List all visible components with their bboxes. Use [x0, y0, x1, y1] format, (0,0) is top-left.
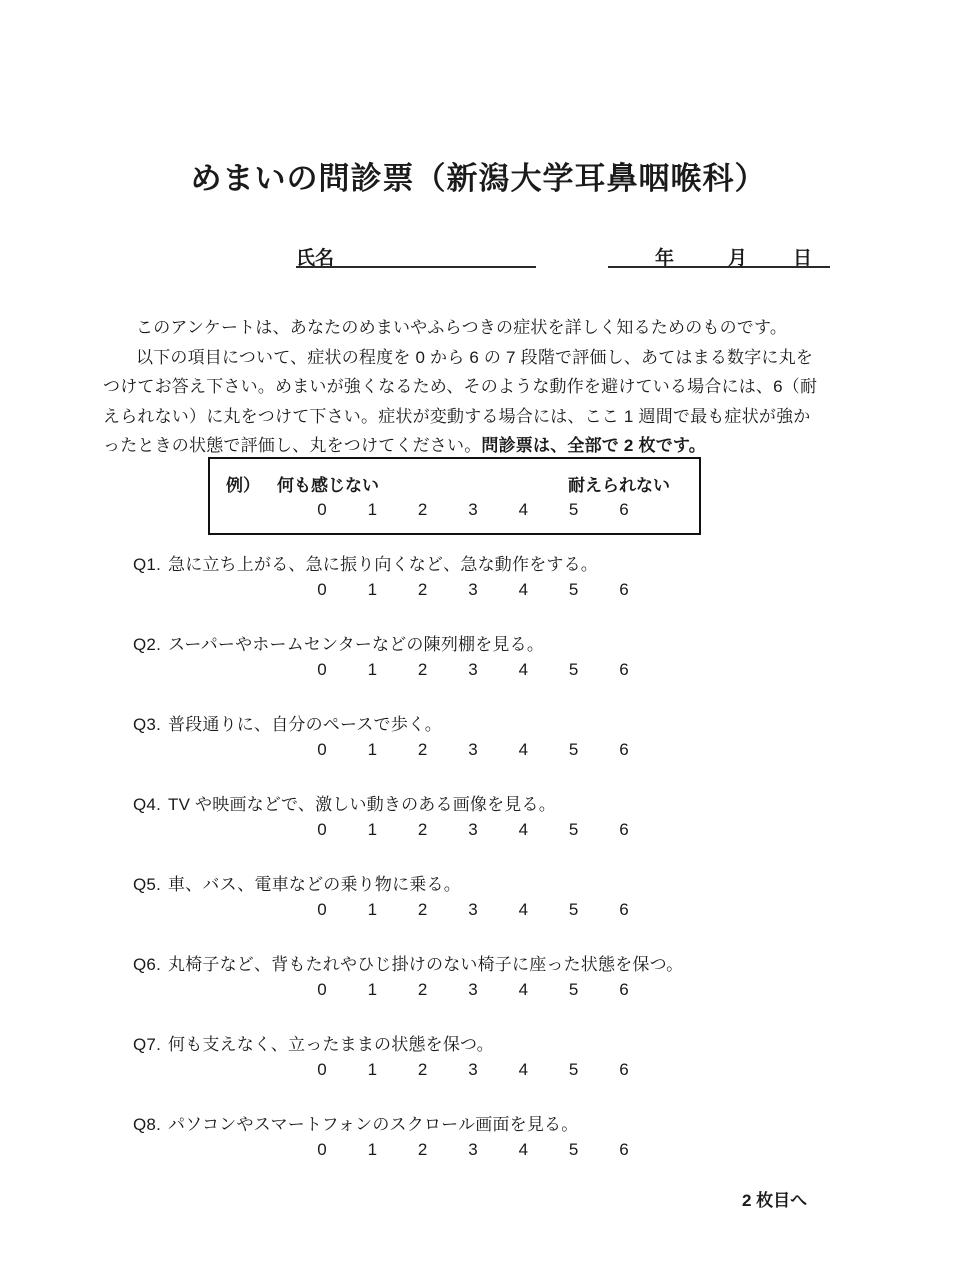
question-2-text: スーパーやホームセンターなどの陳列棚を見る。	[168, 635, 545, 654]
q5-scale-option-5[interactable]: 5	[568, 900, 579, 919]
q3-scale-option-6[interactable]: 6	[619, 740, 629, 759]
q2-scale-option-0[interactable]: 0	[317, 660, 327, 679]
q8-scale-option-3[interactable]: 3	[468, 1140, 478, 1159]
q2-scale-option-2[interactable]: 2	[417, 660, 428, 679]
intro-line-2: 以下の項目について、症状の程度を 0 から 6 の 7 段階で評価し、あてはまる数字に丸を	[136, 348, 814, 367]
q8-scale-option-4[interactable]: 4	[518, 1140, 529, 1159]
q7-scale-option-0[interactable]: 0	[317, 1060, 327, 1079]
q8-scale-option-5[interactable]: 5	[568, 1140, 579, 1159]
q4-scale-option-6[interactable]: 6	[619, 820, 629, 839]
question-5-id: Q5.	[133, 875, 162, 894]
q7-scale-option-2[interactable]: 2	[417, 1060, 428, 1079]
question-7-text: 何も支えなく、立ったままの状態を保つ。	[168, 1035, 494, 1054]
q4-scale-option-0[interactable]: 0	[317, 820, 327, 839]
q3-scale-option-5[interactable]: 5	[568, 740, 579, 759]
q3-scale-option-2[interactable]: 2	[417, 740, 428, 759]
q5-scale-option-6[interactable]: 6	[619, 900, 629, 919]
question-5	[133, 870, 461, 895]
question-3-scale-row	[312, 740, 634, 760]
question-7-scale-row	[312, 1060, 634, 1080]
q1-scale-option-4[interactable]: 4	[518, 580, 529, 599]
q1-scale-option-3[interactable]: 3	[468, 580, 478, 599]
question-5-text: 車、バス、電車などの乗り物に乗る。	[168, 875, 461, 894]
q8-scale-option-2[interactable]: 2	[417, 1140, 428, 1159]
month-label: 月	[728, 248, 748, 269]
q3-scale-option-3[interactable]: 3	[468, 740, 478, 759]
q2-scale-option-1[interactable]: 1	[367, 660, 378, 679]
q1-scale-option-1[interactable]: 1	[367, 580, 378, 599]
example-min-anchor: 何も感じない	[277, 476, 379, 495]
example-scale-option-4[interactable]: 4	[518, 500, 529, 519]
q5-scale-option-3[interactable]: 3	[468, 900, 478, 919]
question-6	[133, 950, 683, 975]
q6-scale-option-1[interactable]: 1	[367, 980, 378, 999]
question-7-id: Q7.	[133, 1035, 162, 1054]
example-label: 例）	[226, 476, 260, 495]
intro-line-5-text: ったときの状態で評価し、丸をつけてください。	[103, 436, 482, 455]
question-3-id: Q3.	[133, 715, 162, 734]
q4-scale-option-3[interactable]: 3	[468, 820, 478, 839]
q6-scale-option-2[interactable]: 2	[417, 980, 428, 999]
q1-scale-option-0[interactable]: 0	[317, 580, 327, 599]
question-8-id: Q8.	[133, 1115, 162, 1134]
q2-scale-option-4[interactable]: 4	[518, 660, 529, 679]
question-7	[133, 1030, 494, 1055]
q2-scale-option-5[interactable]: 5	[568, 660, 579, 679]
example-scale-option-1[interactable]: 1	[367, 500, 378, 519]
intro-line-3: つけてお答え下さい。めまいが強くなるため、そのような動作を避けている場合には、6（耐	[103, 377, 818, 396]
question-2	[133, 630, 544, 655]
q5-scale-option-4[interactable]: 4	[518, 900, 529, 919]
q6-scale-option-4[interactable]: 4	[518, 980, 529, 999]
q6-scale-option-3[interactable]: 3	[468, 980, 478, 999]
question-5-scale-row	[312, 900, 634, 920]
q5-scale-option-1[interactable]: 1	[367, 900, 378, 919]
example-scale-option-3[interactable]: 3	[468, 500, 478, 519]
q1-scale-option-6[interactable]: 6	[619, 580, 629, 599]
q8-scale-option-1[interactable]: 1	[367, 1140, 378, 1159]
question-1-id: Q1.	[133, 555, 162, 574]
question-2-scale-row	[312, 660, 634, 680]
q5-scale-option-2[interactable]: 2	[417, 900, 428, 919]
q8-scale-option-6[interactable]: 6	[619, 1140, 629, 1159]
question-8	[133, 1110, 578, 1135]
example-box	[208, 457, 701, 535]
question-4-scale-row	[312, 820, 634, 840]
q2-scale-option-3[interactable]: 3	[468, 660, 478, 679]
example-scale-row	[312, 500, 634, 520]
q3-scale-option-4[interactable]: 4	[518, 740, 529, 759]
example-max-anchor: 耐えられない	[568, 476, 670, 495]
q4-scale-option-1[interactable]: 1	[367, 820, 378, 839]
question-3	[133, 710, 442, 735]
name-input-line[interactable]	[296, 266, 536, 268]
example-scale-option-2[interactable]: 2	[417, 500, 428, 519]
q4-scale-option-4[interactable]: 4	[518, 820, 529, 839]
q7-scale-option-6[interactable]: 6	[619, 1060, 629, 1079]
q7-scale-option-4[interactable]: 4	[518, 1060, 529, 1079]
question-4-text: TV や映画などで、激しい動きのある画像を見る。	[168, 795, 556, 814]
name-label: 氏名	[296, 248, 335, 269]
q7-scale-option-3[interactable]: 3	[468, 1060, 478, 1079]
q2-scale-option-6[interactable]: 6	[619, 660, 629, 679]
q6-scale-option-5[interactable]: 5	[568, 980, 579, 999]
page-title: めまいの問診票（新潟大学耳鼻咽喉科）	[190, 161, 767, 196]
q4-scale-option-2[interactable]: 2	[417, 820, 428, 839]
q8-scale-option-0[interactable]: 0	[317, 1140, 327, 1159]
q3-scale-option-0[interactable]: 0	[317, 740, 327, 759]
example-scale-option-6[interactable]: 6	[619, 500, 629, 519]
year-label: 年	[655, 248, 675, 269]
q6-scale-option-0[interactable]: 0	[317, 980, 327, 999]
example-scale-option-0[interactable]: 0	[317, 500, 327, 519]
q6-scale-option-6[interactable]: 6	[619, 980, 629, 999]
q5-scale-option-0[interactable]: 0	[317, 900, 327, 919]
question-2-id: Q2.	[133, 635, 162, 654]
intro-line-5	[103, 431, 706, 456]
question-4	[133, 790, 556, 815]
question-1-text: 急に立ち上がる、急に振り向くなど、急な動作をする。	[168, 555, 598, 574]
intro-bold-note: 問診票は、全部で 2 枚です。	[481, 436, 706, 455]
question-6-scale-row	[312, 980, 634, 1000]
q7-scale-option-1[interactable]: 1	[367, 1060, 378, 1079]
question-8-scale-row	[312, 1140, 634, 1160]
q1-scale-option-5[interactable]: 5	[568, 580, 579, 599]
q3-scale-option-1[interactable]: 1	[367, 740, 378, 759]
question-4-id: Q4.	[133, 795, 162, 814]
question-6-text: 丸椅子など、背もたれやひじ掛けのない椅子に座った状態を保つ。	[168, 955, 684, 974]
question-3-text: 普段通りに、自分のペースで歩く。	[168, 715, 443, 734]
question-6-id: Q6.	[133, 955, 162, 974]
intro-line-4: えられない）に丸をつけて下さい。症状が変動する場合には、ここ 1 週間で最も症状が強か	[103, 407, 811, 426]
q4-scale-option-5[interactable]: 5	[568, 820, 579, 839]
question-1	[133, 550, 598, 575]
next-page-note: 2 枚目へ	[742, 1191, 808, 1210]
example-scale-option-5[interactable]: 5	[568, 500, 579, 519]
q1-scale-option-2[interactable]: 2	[417, 580, 428, 599]
question-1-scale-row	[312, 580, 634, 600]
day-label: 日	[793, 248, 813, 269]
question-8-text: パソコンやスマートフォンのスクロール画面を見る。	[168, 1115, 579, 1134]
intro-line-1: このアンケートは、あなたのめまいやふらつきの症状を詳しく知るためのものです。	[136, 318, 788, 337]
q7-scale-option-5[interactable]: 5	[568, 1060, 579, 1079]
